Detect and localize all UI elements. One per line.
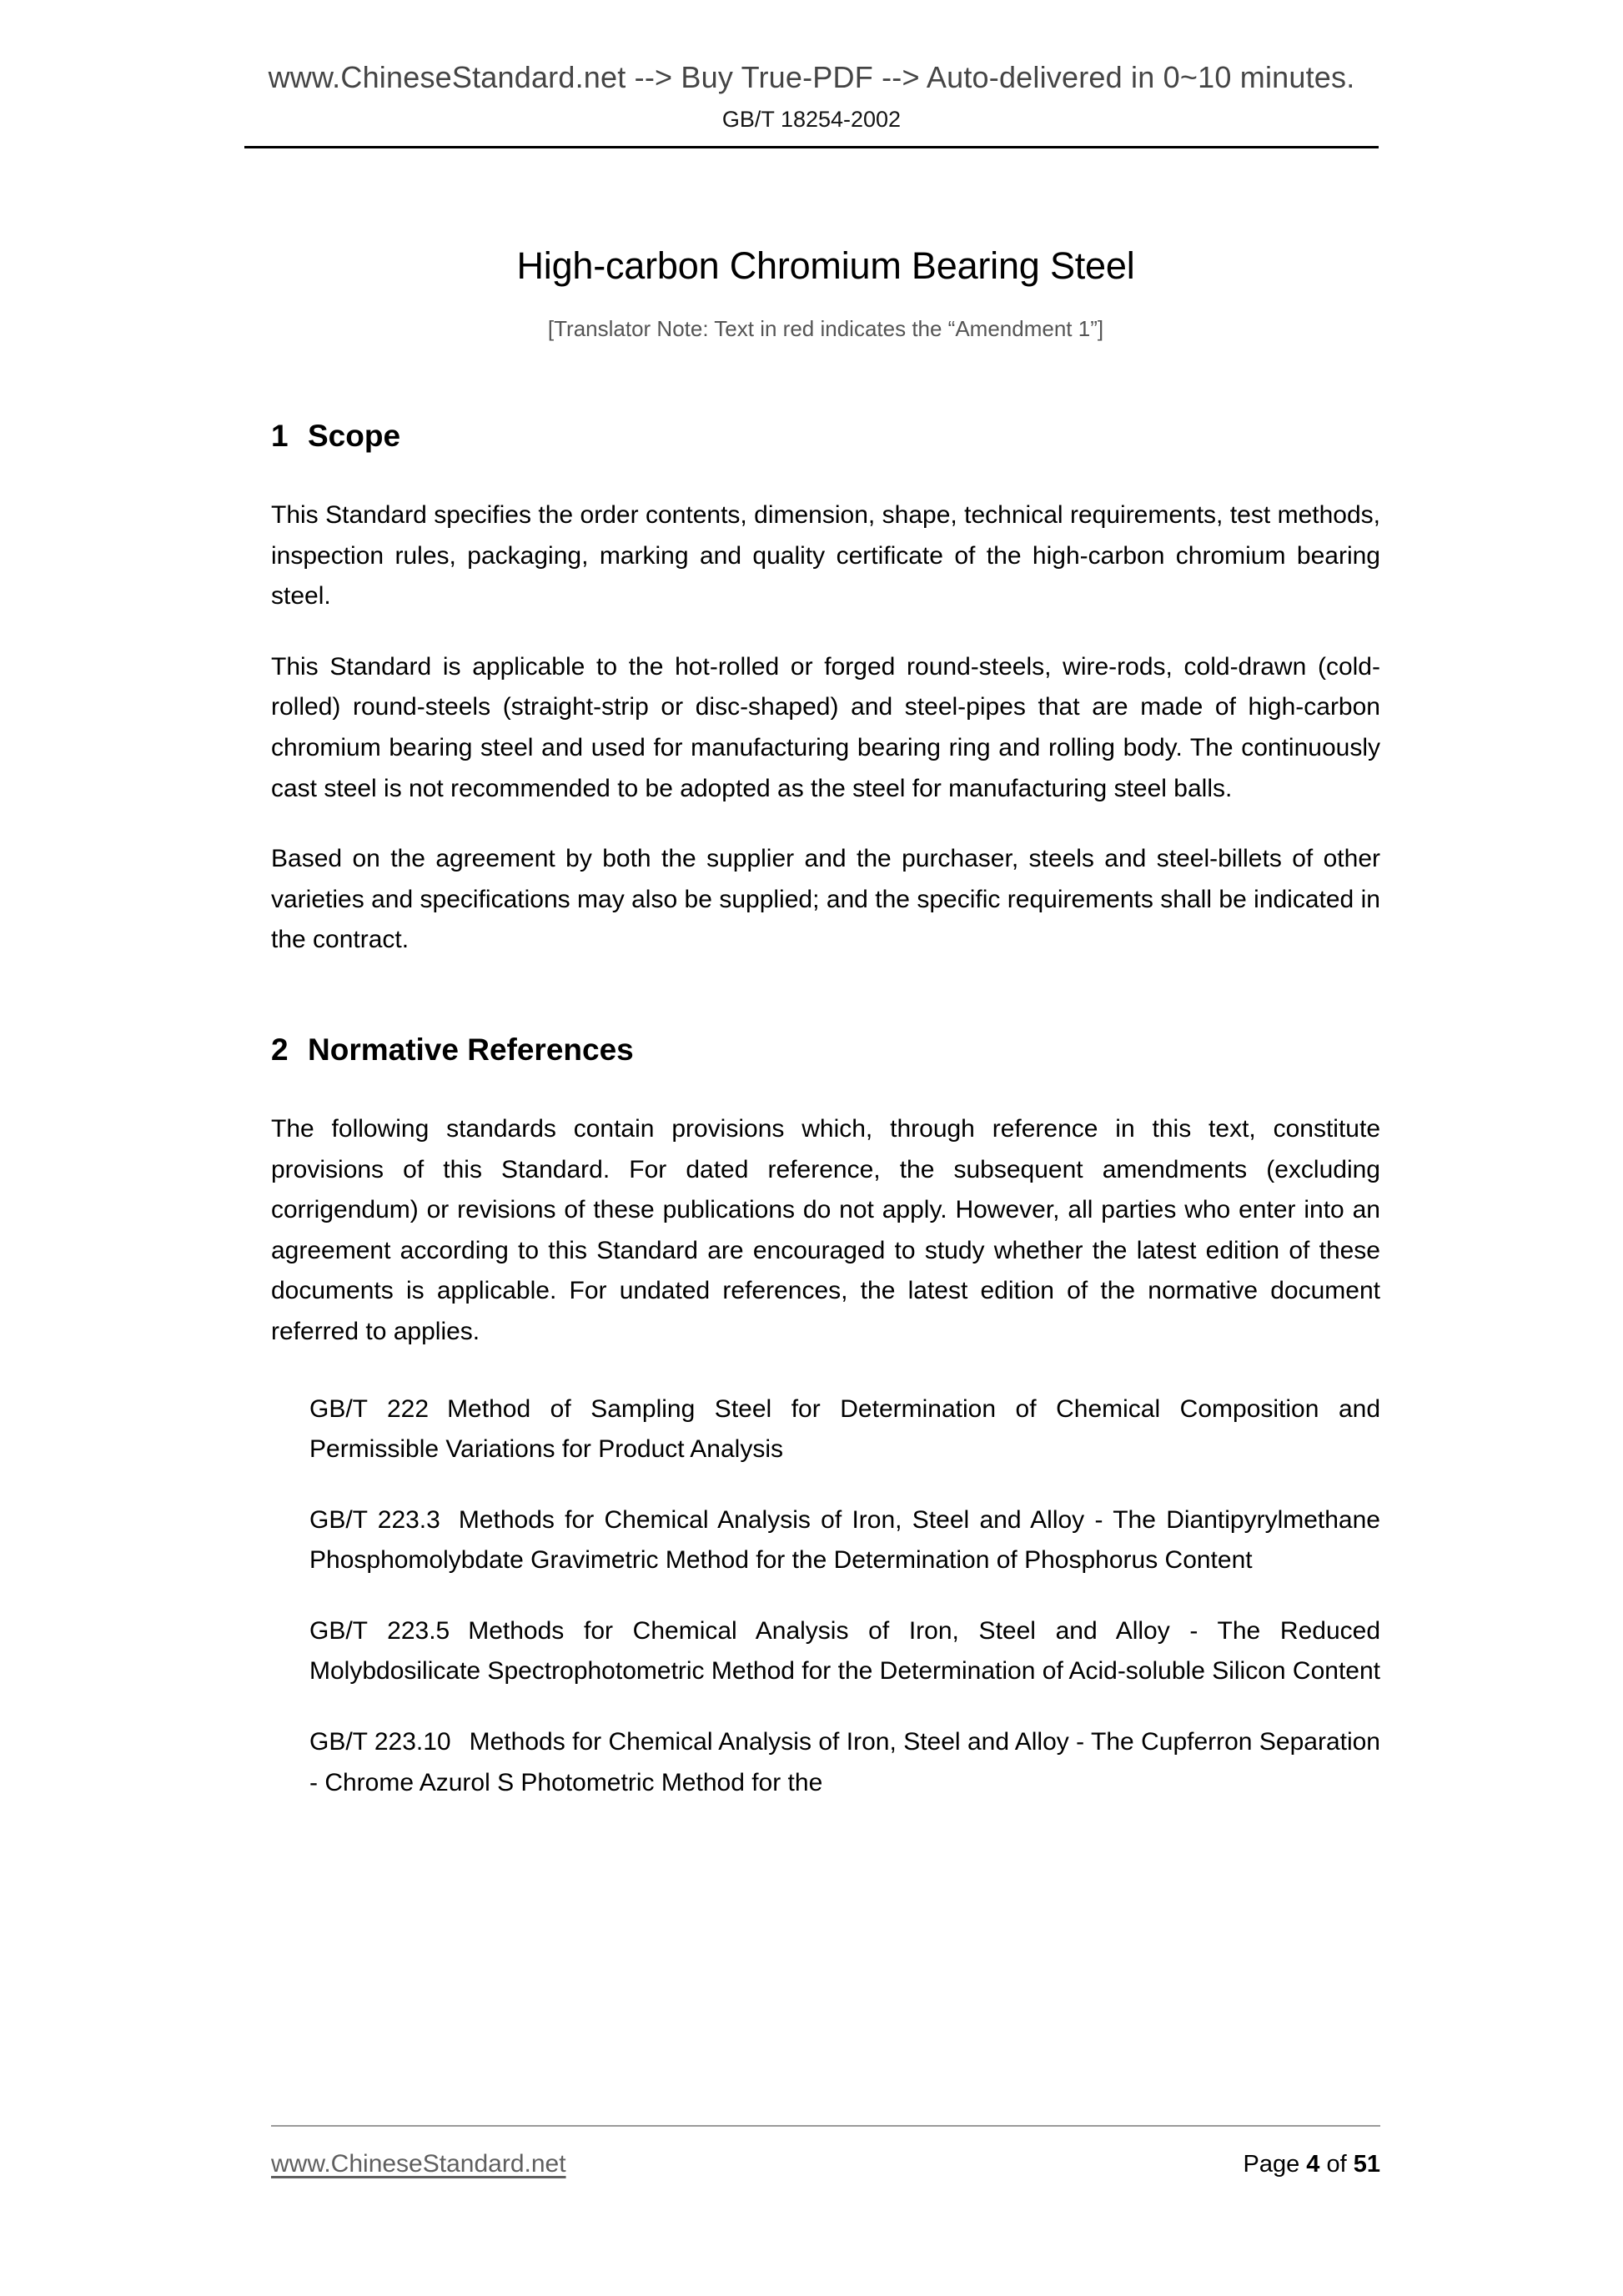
reference-title: Methods for Chemical Analysis of Iron, Steel and Alloy - The Cupferron Separation - Chrome Azurol S Photometric Method for the <box>309 1728 1380 1796</box>
reference-entry <box>309 1722 1380 1803</box>
reference-title: Method of Sampling Steel for Determination of Chemical Composition and Permissible Variations for Product Analysis <box>309 1394 1380 1464</box>
header-divider-rule <box>244 146 1379 148</box>
reference-entry <box>309 1389 1380 1470</box>
page-header <box>0 0 1623 148</box>
reference-code: GB/T 223.3 <box>309 1505 440 1534</box>
scope-paragraph-3: Based on the agreement by both the supplier and the purchaser, steels and steel-billets of other varieties and specifications may also be supplied; and the specific requirements shall be indicated in the contract. <box>271 845 1380 954</box>
page-footer <box>271 2125 1380 2178</box>
footer-page-of: of <box>1326 2151 1347 2178</box>
scope-paragraph-2: This Standard is applicable to the hot-rolled or forged round-steels, wire-rods, cold-drawn (cold-rolled) round-steels (straight-strip or disc-shaped) and steel-pipes that are made of high-carbon chromium bearing steel and used for manufacturing bearing ring and rolling body. The continuously cast steel is not recommended to be adopted as the steel for manufacturing steel balls. <box>271 652 1380 802</box>
footer-row <box>271 2127 1380 2178</box>
reference-entry <box>309 1500 1380 1581</box>
document-content <box>271 213 1380 1803</box>
footer-page-label: Page <box>1243 2151 1300 2178</box>
reference-title: Methods for Chemical Analysis of Iron, Steel and Alloy - The Reduced Molybdosilicate Spectrophotometric Method for the Determination of Acid-soluble Silicon Content <box>309 1616 1381 1686</box>
normative-reference-list <box>271 1389 1380 1804</box>
reference-entry <box>309 1611 1380 1692</box>
normative-references-paragraph-1: The following standards contain provisions which, through reference in this text, constitute provisions of this Standard. For dated reference, the subsequent amendments (excluding corrigendum) or revisions of these publications do not apply. However, all parties who enter into an agreement according to this Standard are encouraged to study whether the latest edition of these documents is applicable. For undated references, the latest edition of the normative document referred to applies. <box>271 1114 1380 1345</box>
footer-website-link[interactable]: www.ChineseStandard.net <box>271 2150 566 2178</box>
section-scope <box>271 419 1380 454</box>
footer-page-current: 4 <box>1306 2151 1320 2178</box>
section-heading-normative-references <box>271 1032 1380 1068</box>
reference-code: GB/T 223.5 <box>309 1616 450 1645</box>
scope-paragraph-1: This Standard specifies the order contents, dimension, shape, technical requirements, test methods, inspection rules, packaging, marking and quality certificate of the high-carbon chromium bearing steel. <box>271 501 1380 610</box>
section-number-scope: 1 <box>271 419 289 453</box>
footer-page-indicator <box>1243 2151 1380 2178</box>
section-title-scope: Scope <box>308 419 401 453</box>
reference-code: GB/T 222 <box>309 1394 430 1423</box>
reference-code: GB/T 223.10 <box>309 1728 451 1756</box>
translator-note: [Translator Note: Text in red indicates the “Amendment 1”] <box>547 316 1104 341</box>
footer-page-total: 51 <box>1353 2151 1380 2178</box>
section-number-normative-references: 2 <box>271 1032 289 1067</box>
reference-title: Methods for Chemical Analysis of Iron, Steel and Alloy - The Diantipyrylmethane Phosphomolybdate Gravimetric Method for the Determination of Phosphorus Content <box>309 1505 1380 1575</box>
section-title-normative-references: Normative References <box>308 1032 634 1067</box>
document-title: High-carbon Chromium Bearing Steel <box>516 244 1135 287</box>
header-watermark-text: www.ChineseStandard.net --> Buy True-PDF --> Auto-delivered in 0~10 minutes. <box>268 60 1355 94</box>
header-standard-number: GB/T 18254-2002 <box>721 107 902 132</box>
section-heading-scope <box>271 419 1380 454</box>
section-normative-references <box>271 1032 1380 1068</box>
